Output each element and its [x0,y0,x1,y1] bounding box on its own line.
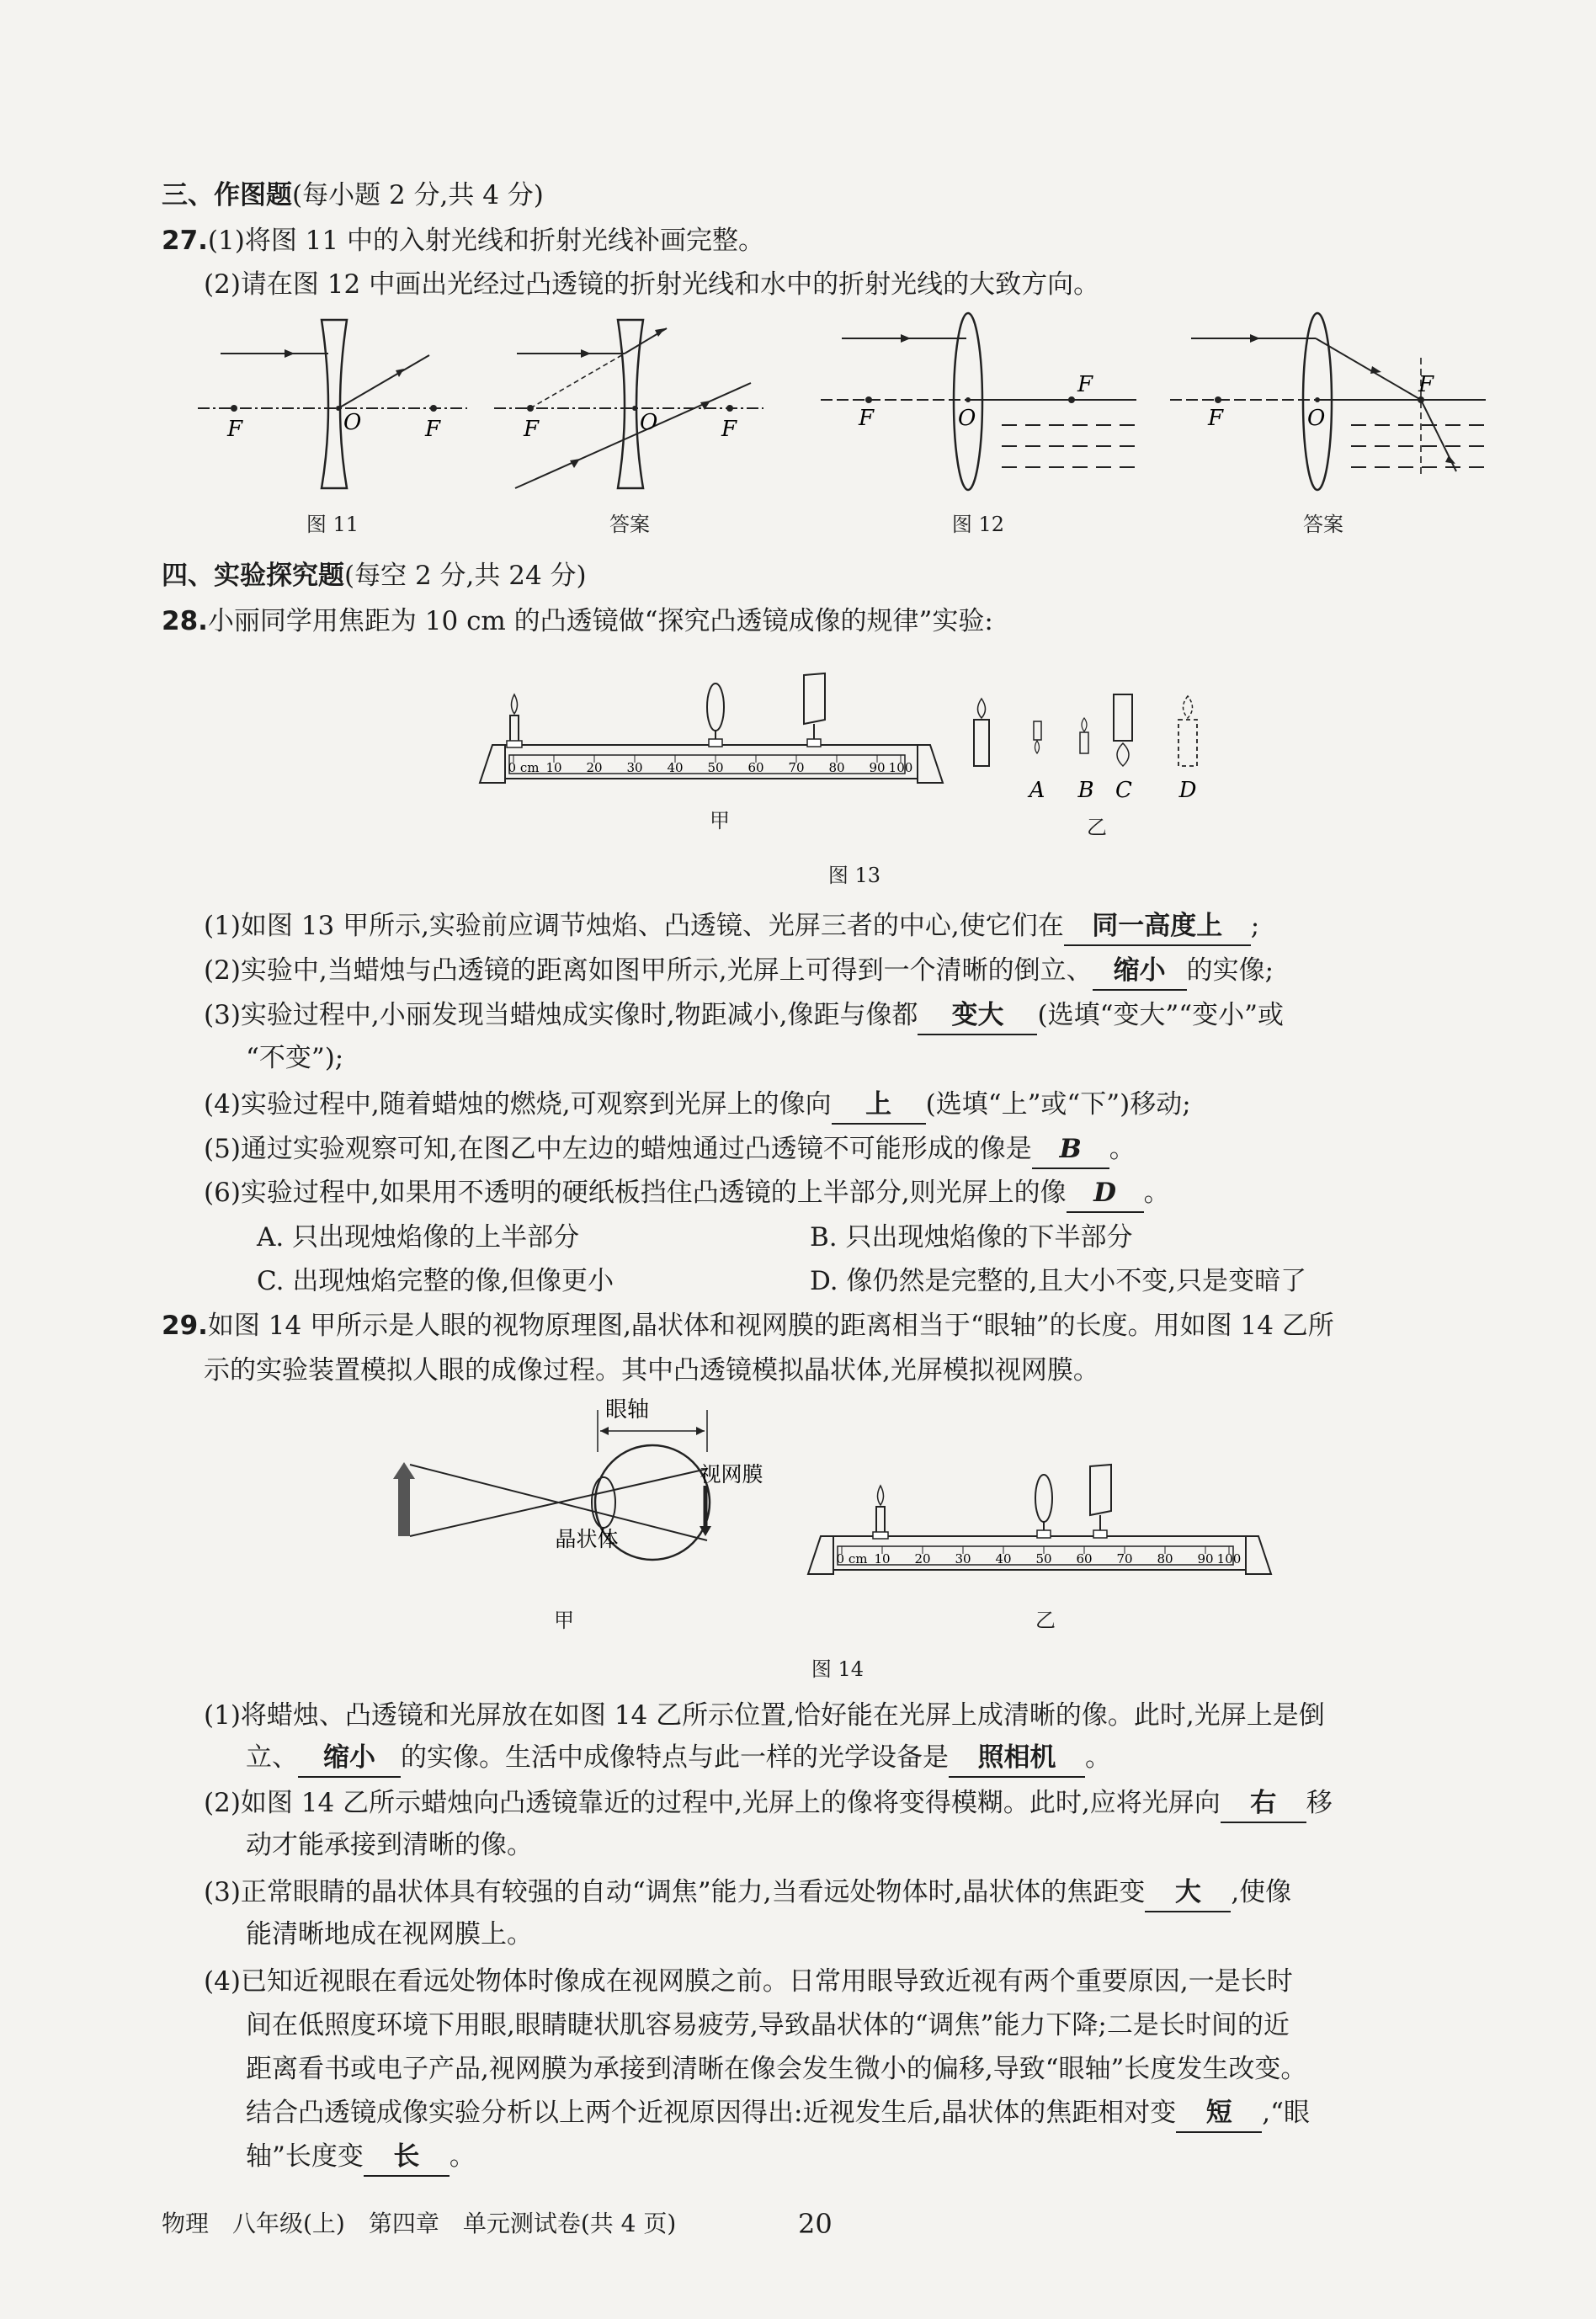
svg-text:50: 50 [1035,1551,1052,1566]
q29-s1: (1)将蜡烛、凸透镜和光屏放在如图 14 乙所示位置,恰好能在光屏上成清晰的像。此时,光屏上是倒 [204,1700,1325,1731]
q28-option-b: B. 只出现烛焰像的下半部分 [810,1222,1133,1253]
svg-text:F: F [524,417,540,442]
answer-figure-12 [1166,307,1494,492]
svg-text:视网膜: 视网膜 [700,1462,763,1487]
image-b [1080,718,1088,753]
svg-text:F: F [227,417,243,442]
q27-part1 [162,222,764,259]
q29-s3-cont: 能清晰地成在视网膜上。 [246,1919,533,1949]
q28-s3-cont: “不变”); [246,1043,344,1073]
image-d [1178,696,1197,766]
svg-text:60: 60 [1076,1551,1093,1566]
figure-13-images [964,694,1216,808]
svg-text:90: 90 [1197,1551,1214,1566]
svg-text:70: 70 [788,760,805,775]
svg-text:C: C [1115,778,1132,803]
q28-answer-6: D [1067,1174,1144,1213]
svg-text:30: 30 [626,760,643,775]
q27-number: 27. [162,226,208,256]
fig14-jia: 甲 [554,1609,574,1632]
svg-text:O: O [343,410,362,435]
ans2-caption: 答案 [1303,513,1343,536]
lens-on-bench [1035,1475,1052,1538]
footer-text: 物理 八年级(上) 第四章 单元测试卷(共 4 页) [162,2210,677,2237]
q27-part1-text: (1)将图 11 中的入射光线和折射光线补画完整。 [207,226,764,256]
svg-text:0 cm: 0 cm [508,760,540,775]
q29-s4-line5: 轴”长度变 长 。 [246,2138,476,2177]
q27-part2: (2)请在图 12 中画出光经过凸透镜的折射光线和水中的折射光线的大致方向。 [204,269,1100,300]
q28-s2: (2)实验中,当蜡烛与凸透镜的距离如图甲所示,光屏上可得到一个清晰的倒立、 缩小 的实像; [204,952,1274,991]
svg-text:B: B [1077,778,1094,803]
q28-s4: (4)实验过程中,随着蜡烛的燃烧,可观察到光屏上的像向 上 (选填“上”或“下”)移动; [204,1086,1191,1125]
q29-s3: (3)正常眼睛的晶状体具有较强的自动“调焦”能力,当看远处物体时,晶状体的焦距变 大 ,使像 [204,1874,1291,1912]
svg-text:100: 100 [1216,1551,1242,1566]
q29-answer-3: 右 [1221,1784,1306,1823]
q29-answer-2: 照相机 [949,1739,1085,1778]
section4-title: 四、实验探究题 [162,561,344,591]
q28-number: 28. [162,606,208,636]
svg-text:80: 80 [1157,1551,1173,1566]
image-c [1114,694,1132,766]
svg-text:10: 10 [545,760,562,775]
q29-s4-line3: 距离看书或电子产品,视网膜为承接到清晰在像会发生微小的偏移,导致“眼轴”长度发生改变。 [246,2054,1307,2084]
q28-s6: (6)实验过程中,如果用不透明的硬纸板挡住凸透镜的上半部分,则光屏上的像 D 。 [204,1174,1170,1213]
answer-figure-11 [490,311,768,497]
svg-text:晶状体: 晶状体 [555,1527,619,1551]
q29-s4-line2: 间在低照度环境下用眼,眼睛睫状肌容易疲劳,导致晶状体的“调焦”能力下降;二是长时间的近 [246,2010,1290,2040]
section4-note: (每空 2 分,共 24 分) [344,561,587,591]
q28-answer-3: 变大 [918,997,1037,1035]
svg-text:F: F [1208,406,1224,431]
q28-answer-5: B [1032,1130,1109,1169]
fig12-caption: 图 12 [951,513,1005,536]
q28-answer-1: 同一高度上 [1064,907,1251,946]
svg-text:40: 40 [667,760,684,775]
q28-s5: (5)通过实验观察可知,在图乙中左边的蜡烛通过凸透镜不可能形成的像是 B 。 [204,1130,1136,1169]
svg-text:F: F [425,417,441,442]
q29-answer-6: 长 [364,2138,450,2177]
svg-text:F: F [1077,372,1093,397]
q29-s1-cont: 立、 缩小 的实像。生活中成像特点与此一样的光学设备是 照相机 。 [246,1739,1111,1778]
svg-text:40: 40 [995,1551,1012,1566]
q29-number: 29. [162,1311,208,1341]
fig13-caption: 图 13 [827,864,881,887]
lens-on-bench [707,683,724,747]
fig13-yi: 乙 [1087,816,1107,839]
q29-answer-4: 大 [1145,1874,1231,1912]
q28-answer-2: 缩小 [1093,952,1187,991]
svg-text:50: 50 [707,760,724,775]
q28-option-c: C. 出现烛焰完整的像,但像更小 [257,1266,614,1296]
figure-14-bench [800,1448,1279,1582]
q29-intro-2: 示的实验装置模拟人眼的成像过程。其中凸透镜模拟晶状体,光屏模拟视网膜。 [204,1355,1099,1386]
figure-12 [817,307,1145,492]
svg-text:20: 20 [914,1551,931,1566]
svg-text:0 cm: 0 cm [836,1551,868,1566]
q28-option-d: D. 像仍然是完整的,且大小不变,只是变暗了 [810,1266,1307,1296]
q29-answer-5: 短 [1176,2094,1262,2133]
section3-heading [162,177,544,214]
q28-s1: (1)如图 13 甲所示,实验前应调节烛焰、凸透镜、光屏三者的中心,使它们在 同一高度上 ; [204,907,1259,946]
svg-text:90: 90 [869,760,886,775]
section3-title: 三、作图题 [162,180,292,210]
concave-lens [322,320,347,488]
svg-text:O: O [640,410,658,435]
q28-answer-4: 上 [832,1086,926,1125]
svg-text:70: 70 [1116,1551,1133,1566]
q29-answer-1: 缩小 [298,1739,401,1778]
q29-s4-line1: (4)已知近视眼在看远处物体时像成在视网膜之前。日常用眼导致近视有两个重要原因,一是长时 [204,1966,1293,1997]
svg-text:60: 60 [747,760,764,775]
svg-text:10: 10 [874,1551,891,1566]
eye-axis-label: 眼轴 [604,1397,650,1423]
page-number: 20 [798,2208,833,2240]
svg-text:100: 100 [888,760,913,775]
candle-object [974,699,989,766]
q29-s4-line4: 结合凸透镜成像实验分析以上两个近视原因得出:近视发生后,晶状体的焦距相对变 短 ,“眼 [246,2094,1310,2133]
figure-14-eye [383,1393,762,1595]
section3-note: (每小题 2 分,共 4 分) [292,180,544,210]
q28-intro-text: 小丽同学用焦距为 10 cm 的凸透镜做“探究凸透镜成像的规律”实验: [207,606,993,636]
fig14-caption: 图 14 [811,1657,864,1681]
svg-text:D: D [1178,778,1197,803]
candle [507,694,522,747]
ans1-caption: 答案 [609,513,650,536]
screen-on-bench [1090,1465,1111,1538]
image-a [1034,721,1041,753]
svg-text:F: F [1418,372,1434,397]
screen-on-bench [804,673,825,747]
section4-heading [162,557,587,594]
q29-s2-cont: 动才能承接到清晰的像。 [246,1830,533,1860]
svg-text:F: F [721,417,737,442]
svg-text:O: O [958,406,976,431]
svg-text:80: 80 [828,760,845,775]
svg-text:A: A [1029,778,1045,803]
figure-11 [194,311,471,497]
figure-13-bench [471,673,951,808]
q29-s2: (2)如图 14 乙所示蜡烛向凸透镜靠近的过程中,光屏上的像将变得模糊。此时,应将光屏向 右 移 [204,1784,1333,1823]
candle [873,1486,888,1539]
q29-intro-1: 29.如图 14 甲所示是人眼的视物原理图,晶状体和视网膜的距离相当于“眼轴”的长度。用如图 14 乙所 [162,1311,1334,1341]
svg-text:20: 20 [586,760,603,775]
svg-text:F: F [859,406,875,431]
q28-intro [162,603,993,640]
fig14-yi: 乙 [1035,1609,1056,1632]
fig11-caption: 图 11 [306,513,359,536]
svg-text:30: 30 [955,1551,971,1566]
svg-text:O: O [1307,406,1326,431]
fig13-jia: 甲 [710,809,730,832]
q28-s3: (3)实验过程中,小丽发现当蜡烛成实像时,物距减小,像距与像都 变大 (选填“变大”“变小”或 [204,997,1284,1035]
q28-option-a: A. 只出现烛焰像的上半部分 [257,1222,580,1253]
